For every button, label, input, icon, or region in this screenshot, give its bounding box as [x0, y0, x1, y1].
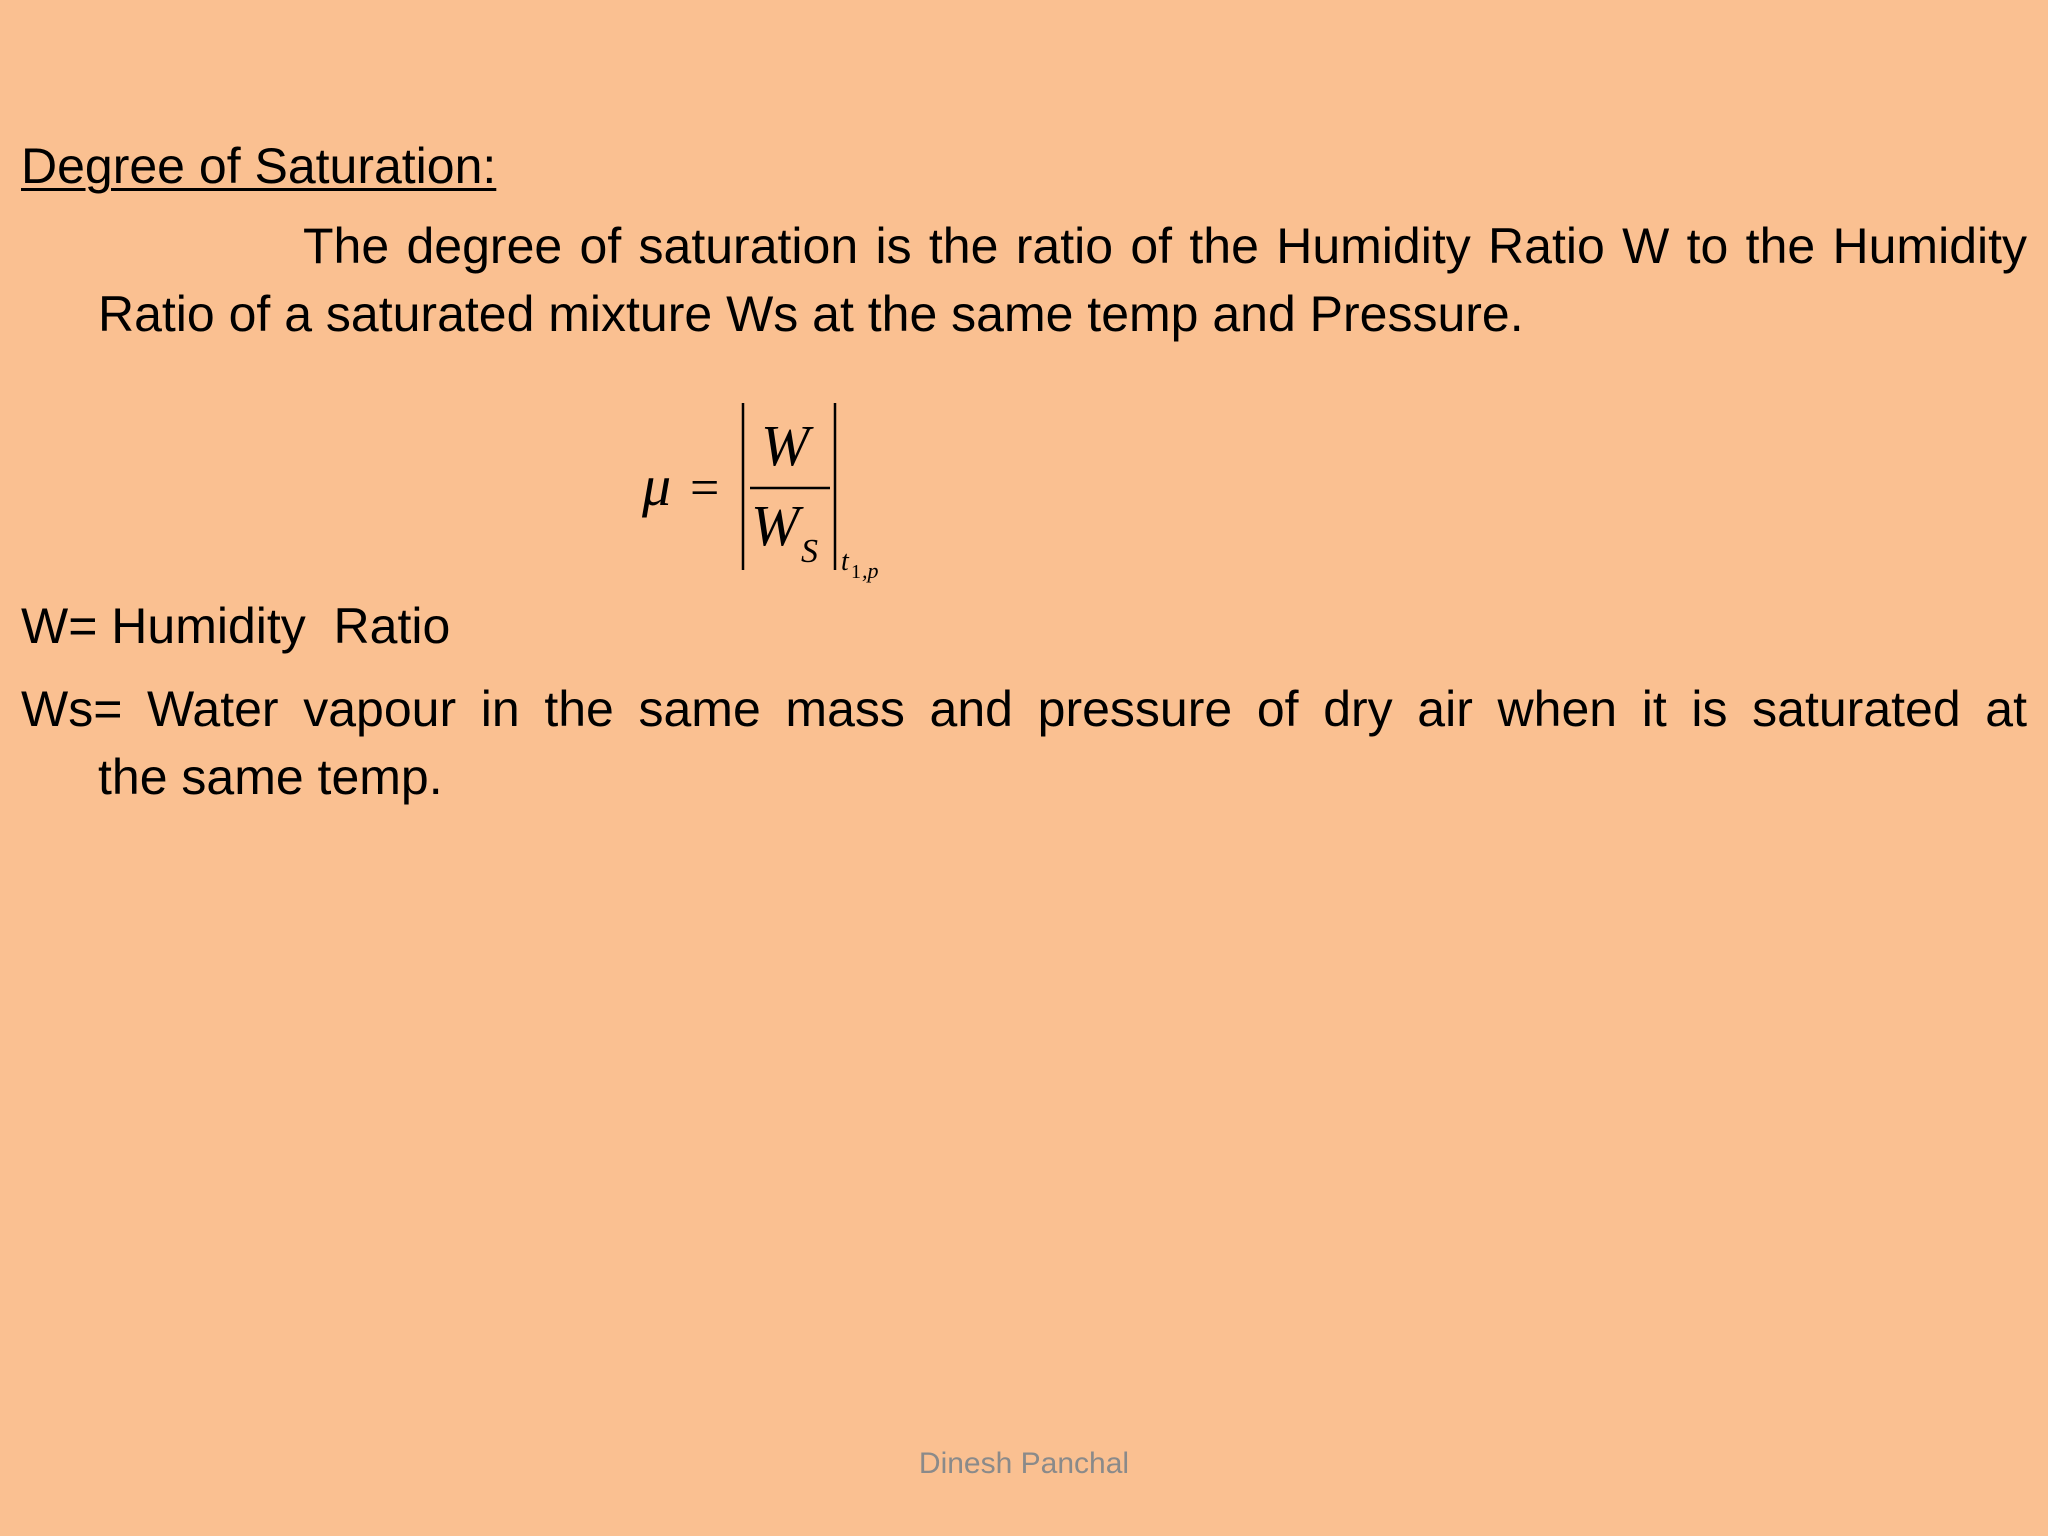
- term-ws-line-2: the same temp.: [98, 749, 443, 805]
- term-ws-line-1: Ws= Water vapour in the same mass and pressure of dry air when it is saturated at: [21, 681, 2027, 737]
- formula-denominator: W: [751, 493, 800, 558]
- formula-equals: =: [690, 460, 720, 517]
- formula-eval-subscript-t: t: [841, 546, 849, 577]
- formula-svg: [630, 395, 900, 595]
- formula-mu: μ: [642, 453, 672, 518]
- term-ws-definition: [21, 675, 2027, 811]
- degree-of-saturation-formula: [630, 395, 900, 595]
- definition-paragraph: The degree of saturation is the ratio of the Humidity Ratio W to the Humidity Ratio of a saturated mixture Ws at the same temp and Pressure.: [98, 218, 2027, 342]
- term-w-definition: W= Humidity Ratio: [21, 598, 451, 654]
- footer-author: Dinesh Panchal: [918, 1447, 1130, 1480]
- slide-heading: Degree of Saturation:: [21, 138, 497, 194]
- formula-eval-subscript-p: ,p: [862, 558, 879, 583]
- formula-denominator-subscript: S: [801, 533, 818, 570]
- formula-numerator: W: [761, 413, 810, 478]
- formula-eval-subscript-1: 1: [851, 561, 861, 583]
